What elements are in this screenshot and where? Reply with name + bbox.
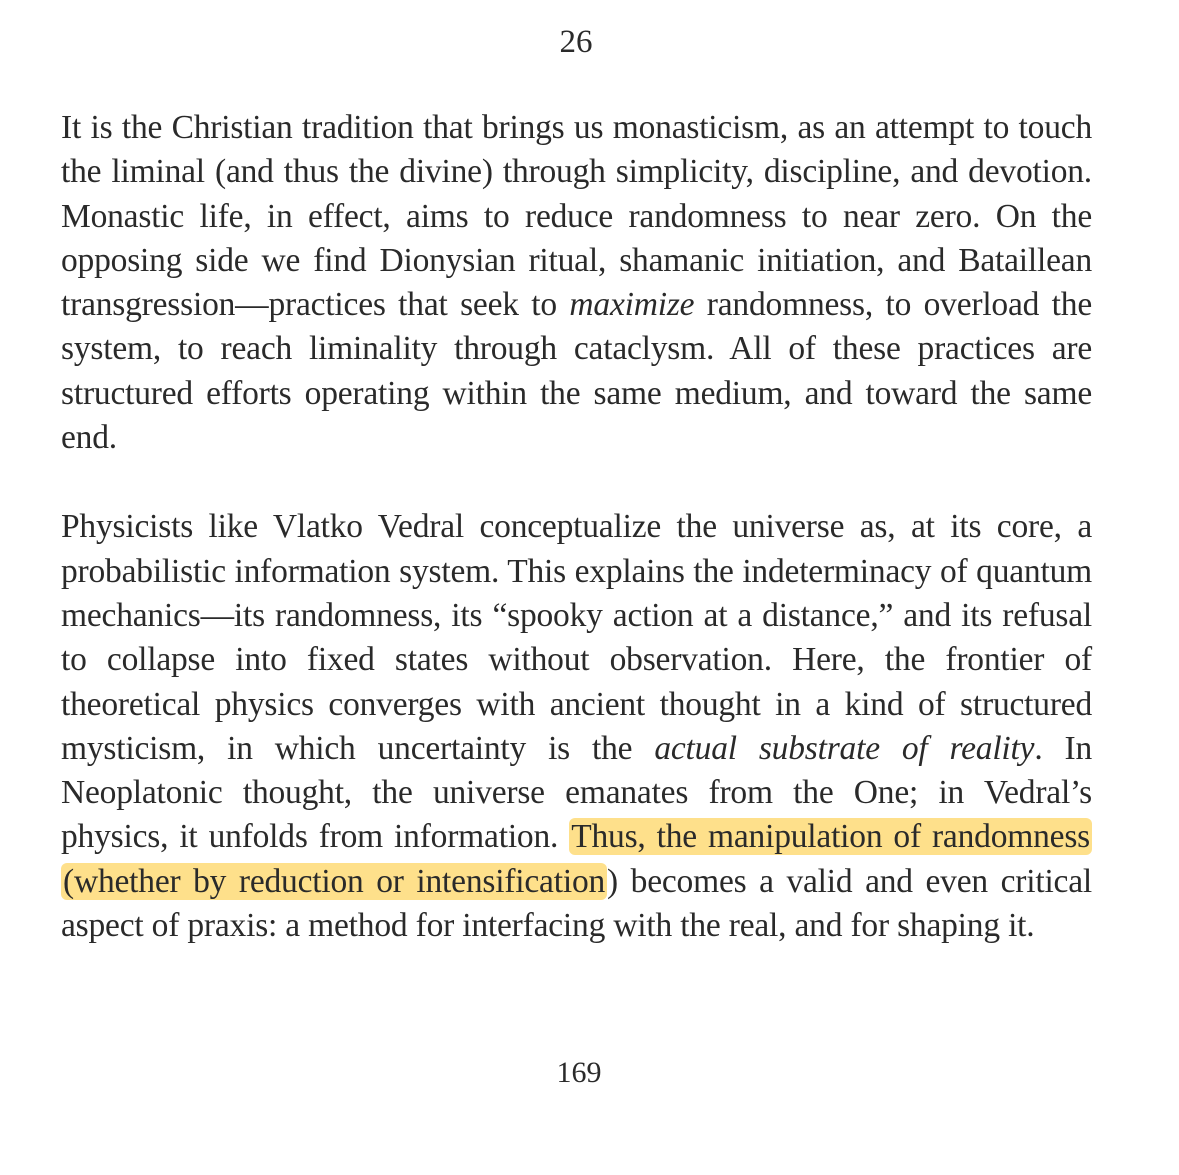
chapter-number: 26 <box>559 24 593 60</box>
highlighted-passage[interactable]: Thus, the manipulation of randomness (whether by reduction or intensification <box>63 818 1090 900</box>
body-text <box>61 106 1092 948</box>
page-number: 169 <box>556 1056 602 1089</box>
italic-emphasis: actual substrate of reality <box>654 729 1035 767</box>
text-segment: ) becomes a valid and even critical aspect of praxis: a method for interfacing with the real, and for shaping it. <box>61 862 1093 945</box>
text-segment: It is the Christian tradition that brings us monasticism, as an attempt to touch the liminal (and thus the divine) through simplicity, discipline, and devotion. Monastic life, in effect, aims to reduce randomness to near zero. On the opposing side we find Dionysian ritual, shamanic initiation, and Bataillean transgression—practices that seek to <box>61 109 1092 324</box>
text-segment: . In Neoplatonic thought, the universe emanates from the One; in Vedral’s physics, it unfolds from information. <box>61 729 1092 856</box>
italic-emphasis: maximize <box>569 286 695 324</box>
paragraph-vedral <box>61 505 1092 948</box>
text-segment: Physicists like Vlatko Vedral conceptualize the universe as, at its core, a probabilistic information system. This explains the indeterminacy of quantum mechanics—its randomness, its “spooky action at a distance,” and its refusal to collapse into fixed states without observation. Here, the frontier of theoretical physics converges with ancient thought in a kind of structured mysticism, in which uncertainty is the <box>61 508 1092 767</box>
text-segment: randomness, to overload the system, to reach liminality through cataclysm. All of these practices are structured efforts operating within the same medium, and toward the same end. <box>61 286 1092 457</box>
paragraph-monasticism <box>61 106 1092 460</box>
